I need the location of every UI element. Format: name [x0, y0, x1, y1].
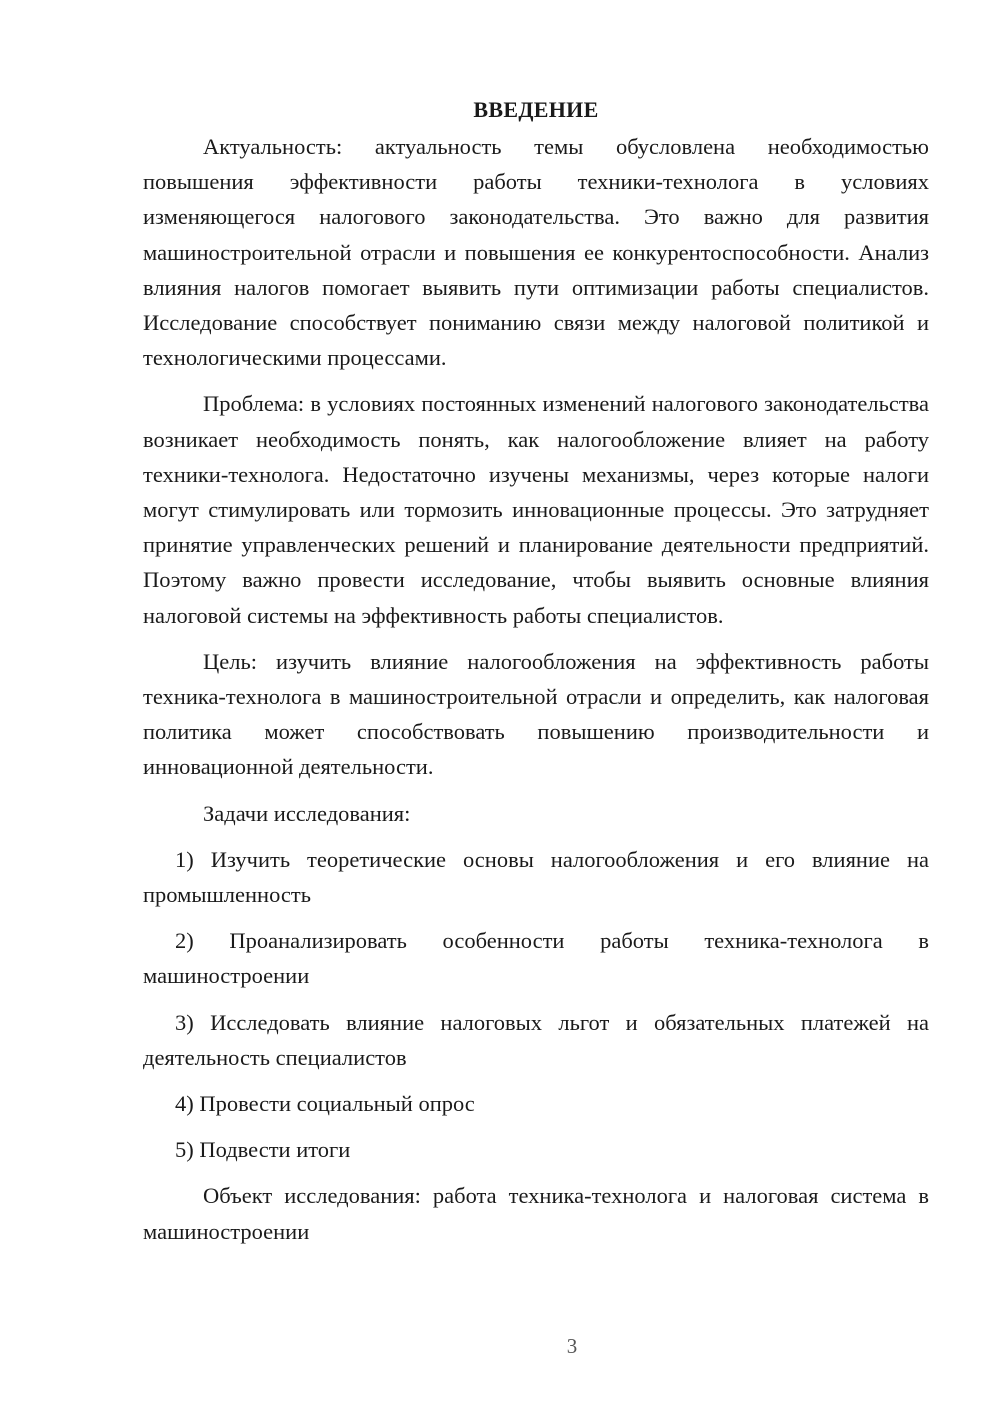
page-title: ВВЕДЕНИЕ [473, 97, 599, 122]
task-item-2: 2) Проанализировать особенности работы техника-технолога в машиностроении [143, 928, 929, 989]
task-item-4: 4) Провести социальный опрос [175, 1091, 475, 1117]
object-paragraph: Объект исследования: работа техника-технолога и налоговая система в машиностроении [143, 1183, 929, 1244]
page-number: 3 [566, 1334, 578, 1358]
task-item-1: 1) Изучить теоретические основы налогообложения и его влияние на промышленность [143, 846, 929, 908]
tasks-heading: Задачи исследования: [203, 800, 411, 826]
relevance-paragraph: Актуальность: актуальность темы обусловлена необходимостью повышения эффективности работы техники-технолога в условиях изменяющегося налогового законодательства. Это важно для развития машиностроительной отрасли и повышения ее конкурентоспособности. Анализ влияния налогов помогает выявить пути оптимизации работы специалистов. Исследование способствует пониманию связи между налоговой политикой и технологическими процессами. [143, 134, 929, 371]
document-page [143, 92, 929, 1260]
task-item-5: 5) Подвести итоги [175, 1137, 351, 1163]
problem-paragraph: Проблема: в условиях постоянных изменений налогового законодательства возникает необходимость понять, как налогообложение влияет на работу техники-технолога. Недостаточно изучены механизмы, через которые налоги могут стимулировать или тормозить инновационные процессы. Это затрудняет принятие управленческих решений и планирование деятельности предприятий. Поэтому важно провести исследование, чтобы выявить основные влияния налоговой системы на эффективность работы специалистов. [143, 391, 929, 628]
goal-paragraph: Цель: изучить влияние налогообложения на эффективность работы техника-технолога в машиностроительной отрасли и определить, как налоговая политика может способствовать повышению производительности и инновационной деятельности. [143, 648, 929, 780]
task-item-3: 3) Исследовать влияние налоговых льгот и обязательных платежей на деятельность специалистов [143, 1009, 929, 1070]
